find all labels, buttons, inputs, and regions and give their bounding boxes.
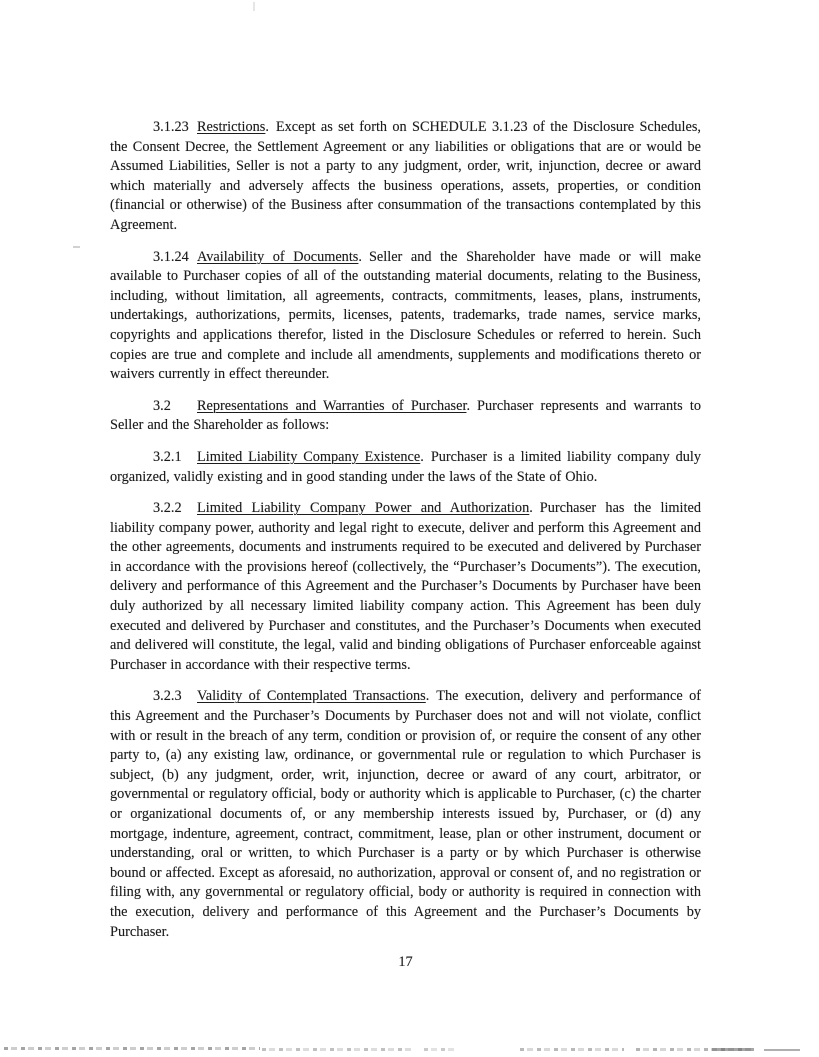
heading-period: . — [529, 500, 533, 517]
scan-edge-mark — [764, 1049, 800, 1051]
heading-period: . — [358, 248, 362, 265]
section-body-text: The execution, delivery and performance of this Agreement and the Purchaser’s Documents by Purchaser does not and will not violate, conflict with or result in the breach of any term, condition or provision of, or require the consent of any other party to, (a) any existing law, ordinance, or governmental rule or regulation to which Purchaser is subject, (b) any judgment, order, writ, injunction, decree or award of any court, arbitrator, or governmental or regulatory official, body or authority which is applicable to Purchaser, (c) the charter or organizational documents of, or any membership interests issued by, Purchaser, or (d) any mortgage, indenture, agreement, contract, commitment, lease, plan or other instrument, document or understanding, oral or written, to which Purchaser is a party or by which Purchaser is otherwise bound or affected. Except as aforesaid, no authorization, approval or consent of, and no registration or filing with, any governmental or regulatory official, body or authority is required in connection with the execution, delivery and performance of this Agreement and the Purchaser’s Documents by Purchaser. — [110, 688, 701, 940]
section-heading: Representations and Warranties of Purchaser — [197, 397, 467, 414]
document-body — [110, 118, 701, 954]
section-number: 3.2 — [153, 397, 171, 414]
section-number: 3.2.2 — [153, 500, 182, 517]
heading-period: . — [425, 688, 430, 705]
section-heading: Restrictions — [197, 119, 266, 135]
page-number: 17 — [398, 954, 413, 970]
section-paragraph-3-2-2 — [110, 499, 701, 675]
section-body-text: Seller and the Shareholder have made or will make available to Purchaser copies of all of the outstanding material documents, relating to the Business, including, without limitation, all agreements, contracts, commitments, leases, plans, instruments, undertakings, authorizations, permits, licenses, patents, trademarks, trade names, service marks, copyrights and applications therefor, listed in the Disclosure Schedules or referred to herein. Such copies are true and complete and include all amendments, supplements and modifications thereto or waivers currently in effect thereunder. — [110, 248, 701, 383]
section-paragraph-3-2 — [110, 397, 701, 436]
section-number: 3.1.24 — [153, 248, 189, 265]
heading-period: . — [420, 448, 424, 465]
scan-edge-noise — [262, 1048, 412, 1051]
section-heading: Limited Liability Company Existence — [197, 448, 421, 465]
scan-edge-noise — [424, 1048, 458, 1051]
section-heading: Limited Liability Company Power and Authorization — [197, 500, 530, 517]
heading-period: . — [466, 397, 471, 414]
section-heading: Validity of Contemplated Transactions — [197, 688, 426, 705]
section-number: 3.1.23 — [153, 119, 189, 135]
scan-speck — [73, 246, 80, 248]
section-number: 3.2.1 — [153, 448, 182, 465]
section-paragraph-3-2-1 — [110, 448, 701, 487]
section-number: 3.2.3 — [153, 688, 182, 705]
section-body-text: Purchaser represents and warrants to Seller and the Shareholder as follows: — [110, 397, 701, 434]
section-body-text: Purchaser is a limited liability company duly organized, validly existing and in good standing under the laws of the State of Ohio. — [110, 448, 701, 485]
scan-edge-noise — [4, 1047, 260, 1050]
scan-edge-mark — [712, 1048, 754, 1051]
scan-edge-noise — [520, 1048, 624, 1051]
section-body-text: Except as set forth on SCHEDULE 3.1.23 of the Disclosure Schedules, the Consent Decree, the Settlement Agreement or any liabilities or obligations that are or would be Assumed Liabilities, Seller is not a party to any judgment, order, writ, injunction, decree or award which materially and adversely affects the business operations, assets, properties, or condition (financial or otherwise) of the Business after consummation of the transactions contemplated by this Agreement. — [110, 119, 701, 233]
heading-period: . — [265, 119, 269, 135]
scan-speck — [253, 2, 255, 11]
section-paragraph-3-1-23 — [110, 118, 701, 236]
section-paragraph-3-1-24 — [110, 248, 701, 385]
section-heading: Availability of Documents — [197, 248, 359, 265]
section-body-text: Purchaser has the limited liability company power, authority and legal right to execute, deliver and perform this Agreement and the other agreements, documents and instruments required to be executed and delivered by Purchaser in accordance with the provisions hereof (collectively, the “Purchaser’s Documents”). The execution, delivery and performance of this Agreement and the Purchaser’s Documents by Purchaser have been duly authorized by all necessary limited liability company action. This Agreement has been duly executed and delivered by Purchaser and constitutes, and the Purchaser’s Documents when executed and delivered will constitute, the legal, valid and binding obligations of Purchaser enforceable against Purchaser in accordance with their respective terms. — [110, 500, 701, 673]
section-paragraph-3-2-3 — [110, 687, 701, 942]
